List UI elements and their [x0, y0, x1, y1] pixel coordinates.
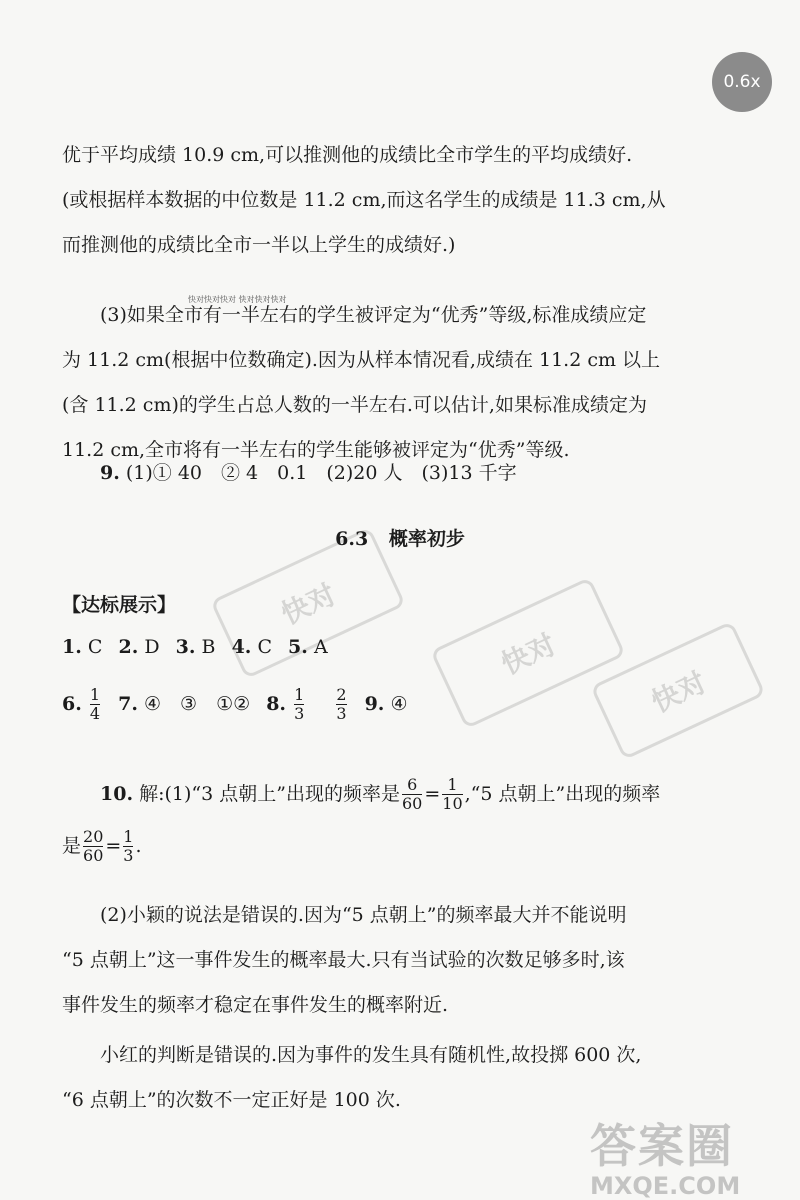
fraction-denominator: 10	[442, 794, 463, 814]
zoom-level-badge[interactable]: 0.6x	[712, 52, 772, 112]
fraction	[442, 776, 462, 814]
fraction	[336, 686, 346, 724]
answer-number: 9.	[364, 692, 385, 715]
section-name: 概率初步	[388, 528, 465, 550]
answer-number: 2.	[118, 636, 139, 658]
section-title	[0, 524, 800, 551]
text-line: (3)如果全市有一半左右的学生被评定为“优秀”等级,标准成绩应定	[100, 304, 647, 326]
site-logo-url: MXQE.COM	[590, 1172, 741, 1200]
answer-number: 5.	[288, 636, 308, 658]
fraction-numerator: 1	[123, 827, 134, 846]
text-line: (2)小颖的说法是错误的.因为“5 点朝上”的频率最大并不能说明	[100, 904, 627, 926]
question-10-line-2	[62, 828, 142, 866]
site-logo-text: 答案圈	[590, 1119, 734, 1173]
answer-value: C	[257, 636, 272, 658]
stamp-text: 快对快对快对 快对快对快对	[188, 295, 287, 304]
text-line: “6 点朝上”的次数不一定正好是 100 次.	[62, 1089, 401, 1111]
answer-value: B	[201, 636, 216, 658]
fraction	[123, 828, 133, 866]
subsection-heading: 【达标展示】	[62, 594, 177, 616]
equals-sign: =	[424, 782, 441, 805]
answers-row-1	[62, 636, 328, 658]
question-number: 10.	[100, 782, 134, 805]
text-segment: 是	[62, 834, 82, 857]
answer-number: 1.	[62, 636, 82, 658]
equals-sign: =	[105, 834, 122, 857]
fraction-denominator: 3	[294, 704, 305, 724]
fraction-numerator: 1	[294, 685, 305, 704]
text-line: 小红的判断是错误的.因为事件的发生具有随机性,故投掷 600 次,	[100, 1044, 642, 1066]
fraction	[90, 686, 100, 724]
text-segment: ,“5 点朝上”出现的频率	[464, 782, 661, 805]
answer-number: 8.	[266, 692, 287, 715]
answers-row-2	[62, 686, 408, 724]
text-line: (含 11.2 cm)的学生占总人数的一半左右.可以估计,如果标准成绩定为	[62, 394, 647, 416]
fraction-numerator: 1	[447, 775, 458, 794]
answer-value: C	[87, 636, 103, 658]
watermark-logo: 快对	[590, 621, 766, 760]
answer-number: 6.	[62, 692, 82, 715]
fraction	[83, 828, 103, 866]
fraction-denominator: 4	[89, 704, 101, 724]
text-line: 事件发生的频率才稳定在事件发生的概率附近.	[62, 994, 449, 1016]
answer-text: (1)① 40 ② 4 0.1 (2)20 人 (3)13 千字	[125, 462, 517, 484]
section-number: 6.3	[335, 528, 369, 550]
text-line: 为 11.2 cm(根据中位数确定).因为从样本情况看,成绩在 11.2 cm 以上	[62, 349, 661, 371]
fraction	[294, 686, 304, 724]
question-9	[100, 458, 517, 485]
fraction-numerator: 20	[83, 827, 104, 846]
fraction-denominator: 60	[83, 846, 104, 866]
answer-number: 3.	[175, 636, 196, 658]
fraction-denominator: 60	[401, 794, 423, 814]
text-segment: 解:(1)“3 点朝上”出现的频率是	[139, 782, 400, 805]
answer-value: A	[313, 636, 328, 658]
answer-number: 4.	[231, 636, 252, 658]
text-line: 优于平均成绩 10.9 cm,可以推测他的成绩比全市学生的平均成绩好.	[62, 144, 633, 166]
answer-number: 7.	[118, 692, 138, 715]
question-number: 9.	[100, 462, 120, 484]
fraction	[402, 776, 422, 814]
fraction-denominator: 3	[123, 846, 134, 866]
text-line: 而推测他的成绩比全市一半以上学生的成绩好.)	[62, 234, 456, 256]
text-segment: .	[135, 834, 142, 857]
fraction-numerator: 2	[336, 685, 347, 704]
fraction-numerator: 1	[89, 685, 101, 704]
question-10-line-1	[100, 776, 660, 814]
answer-value: ④	[390, 692, 408, 715]
text-line: 11.2 cm,全市将有一半左右的学生能够被评定为“优秀”等级.	[62, 439, 570, 461]
fraction-numerator: 6	[407, 775, 418, 794]
fraction-denominator: 3	[336, 704, 347, 724]
text-line: (或根据样本数据的中位数是 11.2 cm,而这名学生的成绩是 11.3 cm,从	[62, 189, 666, 211]
text-line: “5 点朝上”这一事件发生的概率最大.只有当试验的次数足够多时,该	[62, 949, 625, 971]
answer-value: ④ ③ ①②	[144, 692, 251, 715]
answer-value: D	[144, 636, 160, 658]
site-logo	[590, 1110, 770, 1200]
watermark-logo: 快对	[210, 527, 406, 679]
watermark-logo: 快对	[430, 577, 626, 729]
